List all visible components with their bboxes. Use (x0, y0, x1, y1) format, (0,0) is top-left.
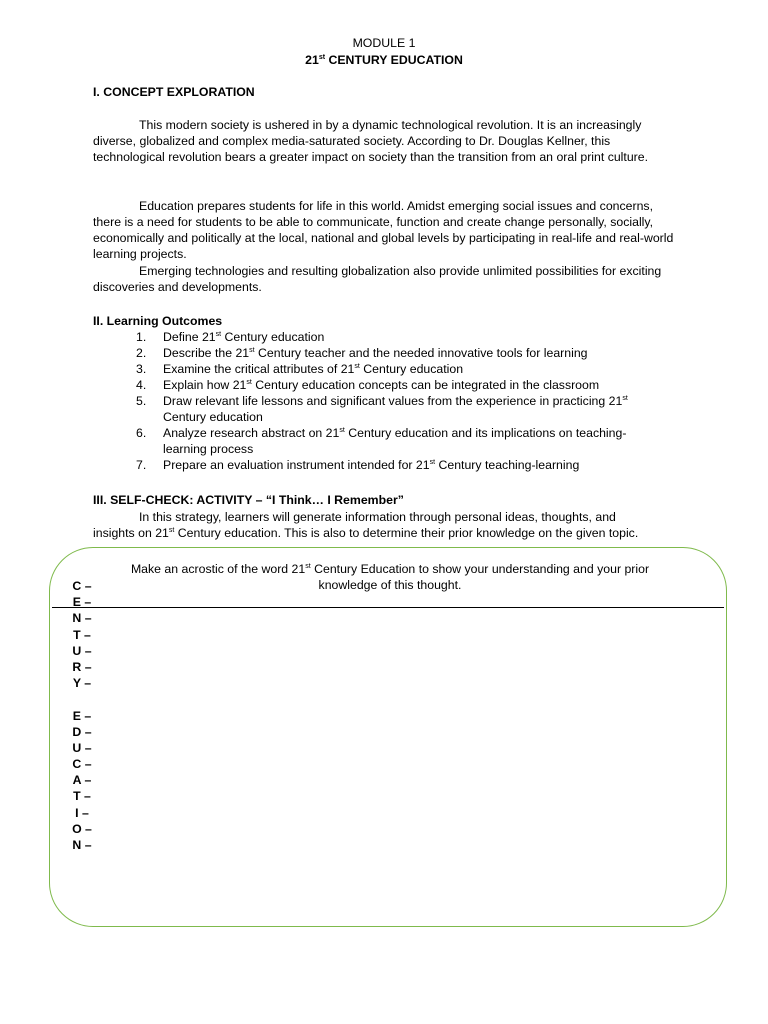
section1-paragraph-2: Education prepares students for life in this world. Amidst emerging social issues and concerns, there is a need for students to be able to communicate, function and create change personally, socially, economically and politically at the local, national and global levels by participating in real-life and real-world learning projects. (93, 199, 674, 261)
list-item (136, 329, 666, 345)
acrostic-letter: T – (73, 627, 91, 642)
learning-outcomes-list (136, 329, 666, 473)
acrostic-letter: A – (72, 773, 92, 788)
acrostic-letter: D – (72, 724, 92, 739)
section2-heading: II. Learning Outcomes (93, 314, 223, 328)
list-item (136, 361, 666, 377)
list-item-number: 5. (136, 394, 147, 408)
list-item-text: Analyze research abstract on 21 (163, 426, 340, 440)
list-item (136, 377, 666, 393)
acrostic-letter-list (62, 578, 102, 853)
instruction-post: Century Education to show your understanding and your prior knowledge of this thought. (310, 562, 650, 592)
acrostic-letter: Y – (72, 676, 92, 691)
list-item-number: 6. (136, 426, 147, 440)
instruction-pre: Make an acrostic of the word 21 (130, 562, 306, 576)
acrostic-letter: C – (72, 579, 92, 593)
acrostic-activity-box (49, 547, 727, 927)
acrostic-gap (62, 691, 102, 707)
acrostic-letter: C – (72, 757, 92, 772)
activity-instruction (110, 561, 670, 593)
list-item-text: Explain how 21 (163, 378, 247, 392)
module-label: MODULE 1 (352, 36, 416, 50)
list-item-number: 2. (136, 346, 147, 360)
list-item-sup: st (354, 363, 360, 370)
intro-line2-post: Century education. This is also to determine their prior knowledge on the given topic. (174, 526, 639, 540)
list-item-text-post: Century education concepts can be integrated in the classroom (251, 378, 600, 392)
list-item-text-post: Century teaching-learning (435, 458, 580, 472)
list-item (136, 345, 666, 361)
list-item-text: Examine the critical attributes of 21 (163, 362, 355, 376)
list-item-number: 4. (136, 378, 147, 392)
list-item-text: Define 21 (163, 330, 216, 344)
acrostic-letter: E – (72, 595, 92, 610)
list-item-text: Prepare an evaluation instrument intended for 21 (163, 458, 430, 472)
page-title (0, 52, 768, 68)
title-sup: st (318, 54, 326, 61)
list-item-number: 1. (136, 330, 147, 344)
list-item (136, 393, 666, 425)
list-item-text-post: Century education (359, 362, 464, 376)
acrostic-letter: N – (72, 611, 92, 626)
list-item-text-post: Century education and its implications on teaching-learning process (163, 426, 627, 456)
acrostic-letter: U – (72, 740, 92, 755)
section3-intro-line1: In this strategy, learners will generate information through personal ideas, thoughts, and (139, 510, 616, 524)
list-item-text-post: Century teacher and the needed innovative tools for learning (254, 346, 588, 360)
instruction-sup: st (305, 563, 311, 570)
title-prefix: 21 (305, 53, 319, 67)
section3-heading: III. SELF-CHECK: ACTIVITY – “I Think… I Remember” (93, 493, 404, 507)
list-item-number: 7. (136, 458, 147, 472)
section1-paragraph-3: Emerging technologies and resulting globalization also provide unlimited possibilities for exciting discoveries and developments. (93, 264, 662, 294)
activity-divider (52, 607, 724, 608)
acrostic-letter: E – (72, 708, 92, 723)
list-item-number: 3. (136, 362, 147, 376)
list-item-sup: st (339, 427, 345, 434)
list-item (136, 425, 666, 457)
acrostic-letter: T – (73, 789, 91, 804)
section3-intro-line2 (93, 525, 638, 541)
list-item-text-post: Century education (163, 410, 263, 424)
list-item-text: Describe the 21 (163, 346, 250, 360)
acrostic-letter: N – (72, 838, 92, 852)
list-item-text: Draw relevant life lessons and significant values from the experience in practicing 21 (163, 394, 623, 408)
title-rest: CENTURY EDUCATION (325, 53, 463, 67)
list-item-sup: st (249, 347, 255, 354)
list-item-text-post: Century education (221, 330, 325, 344)
section1-paragraph-1: This modern society is ushered in by a dynamic technological revolution. It is an increasingly diverse, globalized and complex media-saturated society. According to Dr. Douglas Kellner, this technological revolution bears a greater impact on society than the transition from an oral print culture. (93, 118, 649, 164)
section1-heading: I. CONCEPT EXPLORATION (93, 85, 255, 99)
intro-line2-sup: st (168, 527, 175, 534)
acrostic-letter: R – (72, 659, 92, 674)
list-item-sup: st (429, 459, 436, 466)
list-item-sup: st (246, 379, 252, 386)
acrostic-letter: I – (75, 805, 89, 820)
list-item-sup: st (622, 395, 628, 402)
acrostic-letter: U – (72, 643, 92, 658)
list-item-sup: st (215, 331, 222, 338)
intro-line2-pre: insights on 21 (93, 526, 169, 540)
list-item (136, 457, 666, 473)
acrostic-letter: O – (72, 821, 92, 836)
